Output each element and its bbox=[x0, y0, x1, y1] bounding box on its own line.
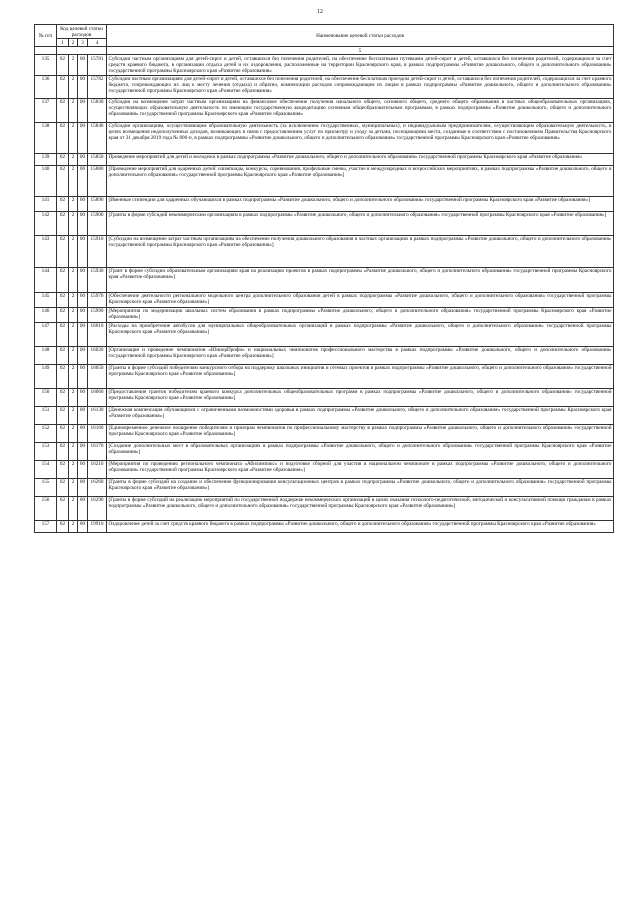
code-subprogram: 2 bbox=[69, 196, 78, 211]
row-number: 153 bbox=[35, 442, 57, 460]
row-description: Оздоровление детей за счет средств краевого бюджета в рамках подпрограммы «Развитие дошкольного, общего и дополнительного образования» государственной программы Красноярского края «Развитие образования» bbox=[107, 520, 614, 532]
code-subprogram: 2 bbox=[69, 267, 78, 292]
code-item: 16260 bbox=[88, 478, 107, 496]
row-description: [Проведение мероприятий для одаренных детей: олимпиады, конкурсы, соревнования, профильные смены, участие в международных и всероссийских мероприятиях, в рамках подпрограммы «Развитие дошкольного, общего и дополнительного образования» государственной программы Красноярского края «Развитие образования»] bbox=[107, 165, 614, 196]
code-program: 02 bbox=[57, 98, 69, 122]
header-col-num: 3 bbox=[78, 39, 88, 47]
table-row bbox=[35, 75, 614, 98]
header-col-num: 5 bbox=[107, 47, 614, 55]
table-row bbox=[35, 292, 614, 307]
code-program: 02 bbox=[57, 322, 69, 346]
row-number: 154 bbox=[35, 460, 57, 478]
code-program: 02 bbox=[57, 196, 69, 211]
code-direction: 00 bbox=[78, 460, 88, 478]
code-item: 19910 bbox=[88, 520, 107, 532]
code-item: 16050 bbox=[88, 364, 107, 388]
table-row bbox=[35, 196, 614, 211]
table-row bbox=[35, 406, 614, 424]
row-number: 150 bbox=[35, 388, 57, 406]
code-item: 15840 bbox=[88, 122, 107, 153]
row-number: 135 bbox=[35, 55, 57, 75]
code-program: 02 bbox=[57, 346, 69, 364]
code-program: 02 bbox=[57, 520, 69, 532]
code-subprogram: 2 bbox=[69, 388, 78, 406]
code-program: 02 bbox=[57, 460, 69, 478]
table-row bbox=[35, 122, 614, 153]
row-number: 136 bbox=[35, 75, 57, 98]
code-subprogram: 2 bbox=[69, 364, 78, 388]
row-number: 145 bbox=[35, 292, 57, 307]
code-item: 15880 bbox=[88, 165, 107, 196]
code-item: 16010 bbox=[88, 322, 107, 346]
table-row bbox=[35, 165, 614, 196]
row-description: [Организация и проведение чемпионатов «ЮниорПрофи» и национальных чемпионатов профессионального мастерства в рамках подпрограммы «Развитие дошкольного, общего и дополнительного образования» государственной программы Красноярского края «Развитие образования»] bbox=[107, 346, 614, 364]
row-description: [Гранты в форме субсидий на создание и обеспечение функционирования консультационных центров в рамках подпрограммы «Развитие дошкольного, общего и дополнительного образования» государственной программы Красноярского края «Развитие образования»] bbox=[107, 478, 614, 496]
header-code: Код целевой статьи расходов bbox=[57, 25, 107, 39]
code-program: 02 bbox=[57, 235, 69, 267]
code-direction: 00 bbox=[78, 211, 88, 235]
table-row bbox=[35, 211, 614, 235]
table-row bbox=[35, 98, 614, 122]
code-item: 15850 bbox=[88, 153, 107, 165]
code-subprogram: 2 bbox=[69, 235, 78, 267]
code-item: 16160 bbox=[88, 424, 107, 442]
table-row bbox=[35, 322, 614, 346]
code-subprogram: 2 bbox=[69, 122, 78, 153]
row-description: [Именные стипендии для одаренных обучающихся в рамках подпрограммы «Развитие дошкольного, общего и дополнительного образования» государственной программы Красноярского края «Развитие образования»] bbox=[107, 196, 614, 211]
code-program: 02 bbox=[57, 211, 69, 235]
code-program: 02 bbox=[57, 267, 69, 292]
code-subprogram: 2 bbox=[69, 460, 78, 478]
code-direction: 00 bbox=[78, 122, 88, 153]
row-number: 140 bbox=[35, 165, 57, 196]
code-direction: 00 bbox=[78, 478, 88, 496]
row-number: 149 bbox=[35, 364, 57, 388]
header-num: № п/п bbox=[35, 25, 57, 47]
code-subprogram: 2 bbox=[69, 307, 78, 322]
row-number: 151 bbox=[35, 406, 57, 424]
code-subprogram: 2 bbox=[69, 406, 78, 424]
code-subprogram: 2 bbox=[69, 424, 78, 442]
row-number: 155 bbox=[35, 478, 57, 496]
header-col-num: 1 bbox=[57, 39, 69, 47]
row-number: 157 bbox=[35, 520, 57, 532]
row-description: Субсидии на возмещение затрат частным организациям на финансовое обеспечение получения начального общего, основного общего, среднего общего образования в частных общеобразовательных организациях, осуществляющих образовательную деятельность по имеющим государственную аккредитацию основным общеобразовательным программам, в рамках подпрограммы «Развитие дошкольного, общего и дополнительного образования» государственной программы Красноярского края «Развитие образования» bbox=[107, 98, 614, 122]
code-program: 02 bbox=[57, 165, 69, 196]
row-number: 144 bbox=[35, 267, 57, 292]
row-description: [Мероприятия по модернизации школьных систем образования в рамках подпрограммы «Развитие дошкольного, общего и дополнительного образования» государственной программы Красноярского края «Развитие образования»] bbox=[108, 308, 612, 321]
table-row bbox=[35, 307, 614, 322]
code-direction: 00 bbox=[78, 364, 88, 388]
code-item: 15900 bbox=[88, 211, 107, 235]
code-program: 02 bbox=[57, 406, 69, 424]
code-direction: 00 bbox=[78, 322, 88, 346]
table-row bbox=[35, 388, 614, 406]
code-program: 02 bbox=[57, 292, 69, 307]
page-number: 12 bbox=[317, 9, 323, 15]
code-item: 15970 bbox=[88, 292, 107, 307]
code-item: 15830 bbox=[88, 98, 107, 122]
code-program: 02 bbox=[57, 122, 69, 153]
code-program: 02 bbox=[57, 75, 69, 98]
code-subprogram: 2 bbox=[69, 98, 78, 122]
row-number: 147 bbox=[35, 322, 57, 346]
row-number: 152 bbox=[35, 424, 57, 442]
code-direction: 00 bbox=[78, 496, 88, 520]
header-col-num: 4 bbox=[88, 39, 107, 47]
table-row bbox=[35, 346, 614, 364]
row-number: 143 bbox=[35, 235, 57, 267]
row-number: 138 bbox=[35, 122, 57, 153]
code-item: 15930 bbox=[88, 267, 107, 292]
code-direction: 00 bbox=[78, 520, 88, 532]
header-blank bbox=[57, 47, 107, 55]
code-subprogram: 2 bbox=[69, 496, 78, 520]
code-program: 02 bbox=[57, 55, 69, 75]
row-description: Проведение мероприятий для детей и молодежи в рамках подпрограммы «Развитие дошкольного, общего и дополнительного образования» государственной программы Красноярского края «Развитие образования» bbox=[107, 153, 614, 165]
code-direction: 00 bbox=[78, 307, 88, 322]
code-subprogram: 2 bbox=[69, 478, 78, 496]
code-direction: 00 bbox=[78, 346, 88, 364]
table-row bbox=[35, 496, 614, 520]
table-row bbox=[35, 478, 614, 496]
code-direction: 00 bbox=[78, 75, 88, 98]
table-row bbox=[35, 235, 614, 267]
code-item: 16170 bbox=[88, 442, 107, 460]
code-direction: 00 bbox=[78, 406, 88, 424]
code-subprogram: 2 bbox=[69, 322, 78, 346]
row-number: 141 bbox=[35, 196, 57, 211]
row-description: [Мероприятия по проведению регионального чемпионата «Абилимпикс» и подготовке сборной для участия в национальном чемпионате в рамках подпрограммы «Развитие дошкольного, общего и дополнительного образования» государственной программы Красноярского края «Развитие образования»] bbox=[107, 460, 614, 478]
row-description: Субсидии частным организациям для детей-сирот и детей, оставшихся без попечения родителей, на обеспечение бесплатным проездом детей-сирот и детей, оставшихся без попечения родителей, содержащихся за счет краевого бюджета, сопровождающих их лиц к месту лечения (отдыха) и обратно, компенсации расходов сопровождающим их лицам в рамках подпрограммы «Развитие дошкольного, общего и дополнительного образования» государственной программы Красноярского края «Развитие образования» bbox=[107, 75, 614, 98]
row-number: 148 bbox=[35, 346, 57, 364]
table-row bbox=[35, 442, 614, 460]
code-program: 02 bbox=[57, 307, 69, 322]
code-item: 15890 bbox=[88, 196, 107, 211]
table-row bbox=[35, 520, 614, 532]
row-description: [Гранты в форме субсидий на реализацию мероприятий по государственной поддержке некоммерческих организаций в целях оказания психолого-педагогической, методической и консультативной помощи гражданам в рамках подпрограммы «Развитие дошкольного, общего и дополнительного образования» государственной программы Красноярского края «Развитие образования»] bbox=[107, 496, 614, 520]
code-subprogram: 2 bbox=[69, 346, 78, 364]
row-description: [Грант в форме субсидии образовательным организациям края на реализацию проектов в рамках подпрограммы «Развитие дошкольного, общего и дополнительного образования» государственной программы Красноярского края «Развитие образования»] bbox=[107, 267, 614, 292]
code-item: 15910 bbox=[88, 235, 107, 267]
table-row bbox=[35, 153, 614, 165]
code-item: 15782 bbox=[88, 75, 107, 98]
table-row bbox=[35, 267, 614, 292]
code-item: 15990 bbox=[88, 307, 107, 322]
code-direction: 00 bbox=[78, 388, 88, 406]
row-description: [Предоставление грантов победителям краевого конкурса дополнительных общеобразовательных программ в рамках подпрограммы «Развитие дошкольного, общего и дополнительного образования» государственной программы Красноярского края «Развитие образования»] bbox=[107, 388, 614, 406]
table-header-row bbox=[35, 25, 614, 39]
code-direction: 00 bbox=[78, 153, 88, 165]
code-direction: 00 bbox=[78, 165, 88, 196]
row-number: 137 bbox=[35, 98, 57, 122]
table-row bbox=[35, 424, 614, 442]
code-program: 02 bbox=[57, 478, 69, 496]
code-item: 16060 bbox=[88, 388, 107, 406]
code-program: 02 bbox=[57, 388, 69, 406]
row-description: Субсидии частным организациям для детей-сирот и детей, оставшихся без попечения родителей, на обеспечение бесплатными путевками детей-сирот и детей, оставшихся без попечения родителей, содержащихся за счет средств краевого бюджета, в организации отдыха детей и их оздоровления, расположенные на территории Красноярского края, в рамках подпрограммы «Развитие дошкольного, общего и дополнительного образования» государственной программы Красноярского края «Развитие образования» bbox=[108, 55, 612, 75]
row-number: 139 bbox=[35, 153, 57, 165]
code-program: 02 bbox=[57, 153, 69, 165]
code-program: 02 bbox=[57, 364, 69, 388]
code-direction: 00 bbox=[78, 98, 88, 122]
row-description: [Расходы на приобретение автобусов для муниципальных общеобразовательных организаций в рамках подпрограммы «Развитие дошкольного, общего и дополнительного образования» государственной программы Красноярского края «Развитие образования»] bbox=[107, 322, 614, 346]
code-direction: 00 bbox=[78, 424, 88, 442]
code-subprogram: 2 bbox=[69, 520, 78, 532]
row-description: [Создание дополнительных мест в образовательных организациях в рамках подпрограммы «Развитие дошкольного, общего и дополнительного образования» государственной программы Красноярского края «Развитие образования»] bbox=[107, 442, 614, 460]
row-description: [Обеспечение деятельности регионального модельного центра дополнительного образования детей в рамках подпрограммы «Развитие дошкольного, общего и дополнительного образования» государственной программы Красноярского края «Развитие образования»] bbox=[108, 293, 612, 306]
code-item: 16020 bbox=[88, 346, 107, 364]
code-item: 16210 bbox=[88, 460, 107, 478]
row-description: [Гранты в форме субсидий некоммерческим организациям в рамках подпрограммы «Развитие дошкольного, общего и дополнительного образования» государственной программы Красноярского края «Развитие образования»] bbox=[107, 211, 614, 235]
code-direction: 00 bbox=[78, 235, 88, 267]
row-number: 146 bbox=[35, 307, 57, 322]
code-direction: 00 bbox=[78, 196, 88, 211]
code-subprogram: 2 bbox=[69, 75, 78, 98]
code-subprogram: 2 bbox=[69, 55, 78, 75]
code-direction: 00 bbox=[78, 442, 88, 460]
code-subprogram: 2 bbox=[69, 153, 78, 165]
row-description: [Гранты в форме субсидий победителям конкурсного отбора на поддержку школьных инициатив и сетевых проектов в рамках подпрограммы «Развитие дошкольного, общего и дополнительного образования» государственной программы Красноярского края «Развитие образования»] bbox=[107, 364, 614, 388]
code-item: 15781 bbox=[88, 55, 107, 75]
table-row bbox=[35, 364, 614, 388]
row-description: Субсидии организациям, осуществляющим образовательную деятельность (за исключением государственных, муниципальных), и индивидуальным предпринимателям, осуществляющим образовательную деятельность, в целях возмещения недополученных доходов, возникающих в связи с предоставлением услуг по присмотру и уходу за детьми, посещающими места, созданные в соответствии с постановлением Правительства Красноярского края от 31 декабря 2019 года № 806-п, в рамках подпрограммы «Развитие дошкольного, общего и дополнительного образования» государственной программы Красноярского края «Развитие образования» bbox=[107, 122, 614, 153]
code-subprogram: 2 bbox=[69, 292, 78, 307]
code-subprogram: 2 bbox=[69, 165, 78, 196]
table-row bbox=[35, 55, 614, 75]
header-name: Наименование целевой статьи расходов bbox=[107, 25, 614, 47]
header-col-num: 2 bbox=[69, 39, 78, 47]
row-description: [Денежная компенсация обучающимся с ограниченными возможностями здоровья в рамках подпрограммы «Развитие дошкольного, общего и дополнительного образования» государственной программы Красноярского края «Развитие образования»] bbox=[107, 406, 614, 424]
code-program: 02 bbox=[57, 424, 69, 442]
table-colnum-row bbox=[35, 47, 614, 55]
code-item: 16290 bbox=[88, 496, 107, 520]
table-row bbox=[35, 460, 614, 478]
code-program: 02 bbox=[57, 496, 69, 520]
code-subprogram: 2 bbox=[69, 442, 78, 460]
budget-codes-table bbox=[34, 24, 614, 533]
code-direction: 00 bbox=[78, 292, 88, 307]
code-direction: 00 bbox=[78, 55, 88, 75]
header-blank bbox=[35, 47, 57, 55]
row-description: [Единовременное денежное поощрение победителям и призерам чемпионатов по профессиональному мастерству в рамках подпрограммы «Развитие дошкольного, общего и дополнительного образования» государственной программы Красноярского края «Развитие образования»] bbox=[107, 424, 614, 442]
code-subprogram: 2 bbox=[69, 211, 78, 235]
code-direction: 00 bbox=[78, 267, 88, 292]
row-number: 142 bbox=[35, 211, 57, 235]
code-item: 16130 bbox=[88, 406, 107, 424]
code-program: 02 bbox=[57, 442, 69, 460]
row-description: [Субсидии на возмещение затрат частным организациям на обеспечение получения дошкольного образования в частных организациях в рамках подпрограммы «Развитие дошкольного, общего и дополнительного образования» государственной программы Красноярского края «Развитие образования»] bbox=[107, 235, 614, 267]
row-number: 156 bbox=[35, 496, 57, 520]
